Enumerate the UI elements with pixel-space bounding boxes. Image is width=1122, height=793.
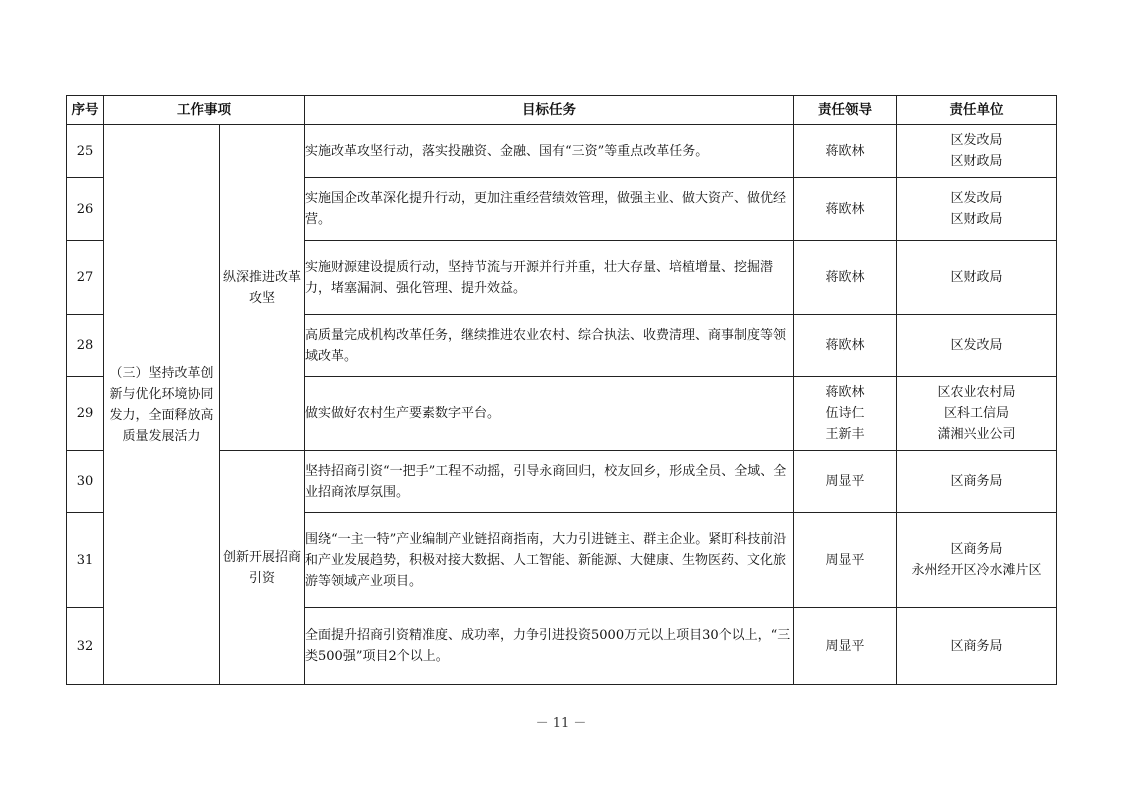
row-seq: 26 (67, 178, 104, 241)
row-leader: 周显平 (794, 451, 897, 513)
page-number: － 11 － (535, 716, 587, 731)
table-row (67, 125, 1057, 178)
row-task: 高质量完成机构改革任务，继续推进农业农村、综合执法、收费清理、商事制度等领域改革。 (305, 315, 794, 377)
header-target-task: 目标任务 (305, 96, 794, 125)
row-seq: 25 (67, 125, 104, 178)
header-seq: 序号 (67, 96, 104, 125)
row-unit: 区农业农村局 区科工信局 潇湘兴业公司 (897, 377, 1057, 451)
row-leader: 周显平 (794, 608, 897, 685)
row-unit: 区商务局 (897, 451, 1057, 513)
row-seq: 32 (67, 608, 104, 685)
row-unit: 区发改局 (897, 315, 1057, 377)
row-task: 全面提升招商引资精准度、成功率，力争引进投资5000万元以上项目30个以上，“三类500强”项目2个以上。 (305, 608, 794, 685)
row-task: 实施国企改革深化提升行动，更加注重经营绩效管理，做强主业、做大资产、做优经营。 (305, 178, 794, 241)
row-task: 围绕“一主一特”产业编制产业链招商指南，大力引进链主、群主企业。紧盯科技前沿和产业发展趋势，积极对接大数据、人工智能、新能源、大健康、生物医药、文化旅游等领域产业项目。 (305, 513, 794, 608)
sub-category-investment: 创新开展招商引资 (220, 451, 305, 685)
header-row (67, 96, 1057, 125)
row-leader: 蒋欧林 (794, 315, 897, 377)
row-seq: 28 (67, 315, 104, 377)
row-leader: 蒋欧林 伍诗仁 王新丰 (794, 377, 897, 451)
row-unit: 区商务局 (897, 608, 1057, 685)
sub-category-reform: 纵深推进改革攻坚 (220, 125, 305, 451)
work-task-table (66, 95, 1057, 685)
row-unit: 区发改局 区财政局 (897, 178, 1057, 241)
row-unit: 区发改局 区财政局 (897, 125, 1057, 178)
row-leader: 蒋欧林 (794, 241, 897, 315)
row-seq: 29 (67, 377, 104, 451)
row-leader: 蒋欧林 (794, 178, 897, 241)
category-cell: （三）坚持改革创新与优化环境协同发力，全面释放高质量发展活力 (104, 125, 220, 685)
header-responsible-unit: 责任单位 (897, 96, 1057, 125)
row-leader: 蒋欧林 (794, 125, 897, 178)
header-work-item: 工作事项 (104, 96, 305, 125)
row-task: 做实做好农村生产要素数字平台。 (305, 377, 794, 451)
row-seq: 30 (67, 451, 104, 513)
row-task: 坚持招商引资“一把手”工程不动摇，引导永商回归，校友回乡，形成全员、全域、全业招商浓厚氛围。 (305, 451, 794, 513)
header-responsible-leader: 责任领导 (794, 96, 897, 125)
row-seq: 31 (67, 513, 104, 608)
row-unit: 区商务局 永州经开区冷水滩片区 (897, 513, 1057, 608)
row-task: 实施财源建设提质行动，坚持节流与开源并行并重，壮大存量、培植增量、挖掘潜力，堵塞漏洞、强化管理、提升效益。 (305, 241, 794, 315)
row-unit: 区财政局 (897, 241, 1057, 315)
row-leader: 周显平 (794, 513, 897, 608)
row-seq: 27 (67, 241, 104, 315)
row-task: 实施改革攻坚行动，落实投融资、金融、国有“三资”等重点改革任务。 (305, 125, 794, 178)
